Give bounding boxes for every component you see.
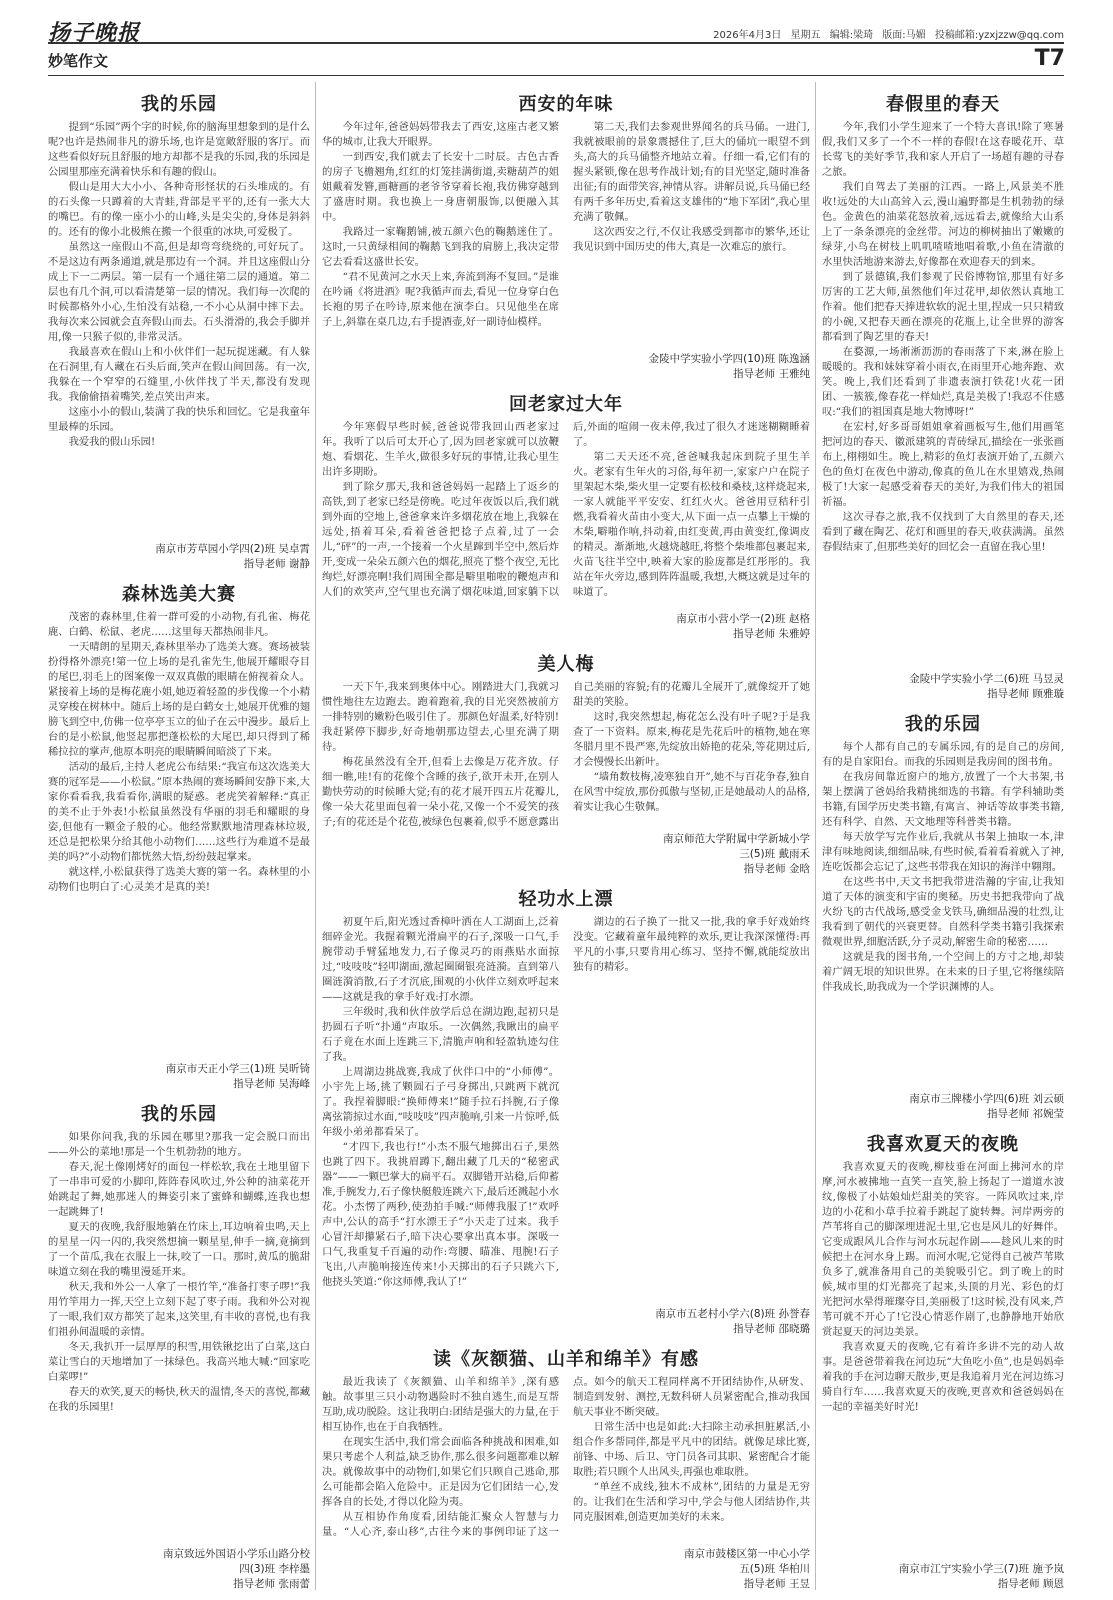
article-author-line: 金陵中学实验小学四(10)班 陈逸涵 xyxy=(648,353,810,365)
article-xian-new-year xyxy=(322,84,810,384)
issue-date: 2026年4月3日 xyxy=(713,30,782,41)
masthead xyxy=(48,14,1064,44)
article-author-line: 五(5)班 华柏川 xyxy=(739,1563,810,1575)
article-paragraph: 我喜欢夏天的夜晚,柳枝垂在河面上拂河水的岸摩,河水被拂地一直笑一直笑,脸上扬起了一道道水波纹,像极了小姑娘灿烂甜美的笑容。一阵风吹过来,岸边的小花和小草手拉着手跳起了旋转舞。河岸两旁的芦苇将自己的脚深埋进泥土里,它也是风儿的好舞伴。它变成跟风儿合作与河水玩起作剧——趁风儿来的时候把土在河水身上踢。而河水呢,它觉得自己被芦苇欺负多了,就准备用自己的美貌吸引它。到了晚上的时候,城市里的灯光都亮了起来,头顶的月光、彩色的灯光把河水晕得璀璨夺目,美丽极了!这时候,没有风来,芦苇可就不开心了!它没心情恶作剧了,也静静地开始欣赏起夏天的河边美景。 xyxy=(822,1161,1064,1338)
article-paragraph: 冬天,我扒开一层厚厚的积雪,用铁锹挖出了白菜,这白菜让雪白的天地增加了一抹绿色。我高兴地大喊:“回家吃白菜啰!” xyxy=(48,1341,310,1383)
article-author-line: 南京市三牌楼小学四(6)班 刘云硕 xyxy=(909,1093,1064,1105)
article-author-line: 南京市天正小学三(1)班 吴昕锜 xyxy=(165,1063,310,1075)
article-title: 森林选美大赛 xyxy=(122,584,236,605)
left-column xyxy=(48,84,310,1594)
article-body xyxy=(322,915,810,1307)
article-paragraph: 每天放学写完作业后,我就从书架上抽取一本,津津有味地阅读,细细品味,有些时候,看着看着就入了神,连吃饭都会忘记了,这些书带我在知识的海洋中翱翔。 xyxy=(822,831,1064,873)
header-rule xyxy=(48,75,1064,76)
article-paragraph: 这时,我突然想起,梅花怎么没有叶子呢?于是我查了一下资料。原来,梅花是先花后叶的植物,她在寒冬腊月里不畏严寒,先绽放出娇艳的花朵,等花期过后,才会慢慢长出新叶。 xyxy=(573,711,810,768)
article-title: 我的乐园 xyxy=(141,1104,217,1125)
layout-editor: 版面:马媚 xyxy=(882,30,926,41)
article-paragraph: 这座小小的假山,装满了我的快乐和回忆。它是我童年里最棒的乐园。 xyxy=(48,406,310,433)
article-hometown-new-year xyxy=(322,384,810,644)
section-title: 妙笔作文 xyxy=(48,52,109,70)
article-paragraph: 提到“乐园”两个字的时候,你的脑海里想象到的是什么呢?也许是热闹非凡的游乐场,也许是宽敞舒服的客厅。而这些看似好玩且舒服的地方却都不是我的乐园,我的乐园是公园里那座充满着快乐和有趣的假山。 xyxy=(48,121,310,178)
article-author-line: 指导老师 谢静 xyxy=(243,558,310,570)
article-paragraph: 我爱我的假山乐园! xyxy=(68,436,156,448)
article-title: 读《灰额猫、山羊和绵羊》有感 xyxy=(433,1349,699,1370)
article-paragraph: 在现实生活中,我们常会面临各种挑战和困难,如果只考虑个人利益,缺乏协作,那么很多问题都难以解决。就像故事中的动物们,如果它们只顾自己逃命,那么可能都会陷入危险中。正是因为它们团结一心,发挥各自的长处,才得以化险为夷。 xyxy=(322,1436,559,1508)
article-author-line: 指导老师 顾恩 xyxy=(997,1578,1064,1590)
article-paragraph: 春天的欢笑,夏天的畅快,秋天的温情,冬天的喜悦,都藏在我的乐园里! xyxy=(48,1386,310,1413)
article-paragraph: 第二天天还不亮,爸爸喊我起床到院子里生羊火。老家有生年火的习俗,每年初一,家家户户在院子里架起木柴,柴火里一定要有松枝和桑枝,这样烧起来,一家人就能平平安安、红红火火。爸爸用豆秸秆引燃,我看着火苗由小变大,从下面一点一点攀上干燥的木柴,噼啪作响,抖动着,由红变黄,再由黄变红,像调皮的精灵。渐渐地,火越烧越旺,将整个柴堆都包裹起来,火苗飞往半空中,映着大家的脸庞都是红彤彤的。我站在年火旁边,感到阵阵温暖,我想,大概这就是过年的味道了。 xyxy=(573,451,810,598)
article-body xyxy=(322,120,810,352)
page-number: T7 xyxy=(1034,46,1065,71)
article-paragraph: 到了除夕那天,我和爸爸妈妈一起踏上了返乡的高铁,到了老家已经是傍晚。吃过年夜饭以后,我们就到外面的空地上,爸爸拿来许多烟花放在地上,我躲在远处,捂着耳朵,看着爸爸把捻子点着,过了一会儿,“砰”的一声,一个接着一个火星蹿到半空中,然后炸开,变成一朵朵五颜六色的烟花,照亮了整个夜空,无比绚烂,好漂亮啊!我们周围全都是噼里啪啦的鞭炮声和人们的欢笑声,空气里也充满了烟花味道,回家躺下以后,外面的喧闹一夜未停,我过了很久才迷迷糊糊睡着了。 xyxy=(322,421,810,598)
article-author-line: 指导老师 金晗 xyxy=(743,863,810,875)
article-summer-night xyxy=(822,1124,1064,1594)
article-author-line: 指导老师 顾雅璇 xyxy=(987,688,1064,700)
article-author-line: 南京致远外国语小学乐山路分校 xyxy=(163,1548,310,1560)
article-paragraph: 一到西安,我们就去了长安十二时辰。古色古香的房子飞檐翘角,红红的灯笼挂满街道,卖糖葫芦的姐姐戴着发簪,画糖画的老爷爷穿着长袍,我仿佛穿越到了盛唐时期。我也换上一身唐朝服饰,以便融入其中。 xyxy=(322,151,559,223)
article-paragraph: 湖边的石子换了一批又一批,我的拿手好戏始终没变。它藏着童年最纯粹的欢乐,更让我深深懂得:再平凡的小事,只要肯用心练习、坚持不懈,就能绽放出独有的精彩。 xyxy=(573,916,810,973)
article-body xyxy=(48,610,310,1062)
article-author-line: 指导老师 王昱 xyxy=(743,1578,810,1590)
article-paragraph: 第二天,我们去参观世界闻名的兵马俑。一进门,我就被眼前的景象震撼住了,巨大的俑坑一眼望不到头,高大的兵马俑整齐地站立着。仔细一看,它们有的握头紧锁,像在思考作战计划;有的目光坚定,随时准备出征;有的面带笑容,神情从容。讲解员说,兵马俑已经有两千多年历史,看着这支雄伟的“地下军团”,我心里充满了敬佩。 xyxy=(573,121,810,223)
article-body xyxy=(822,120,1064,672)
article-paragraph: 今年寒假早些时候,爸爸说带我回山西老家过年。我听了以后可太开心了,因为回老家就可以放鞭炮、看烟花、生羊火,做很多好玩的事情,让我心里生出许多期盼。 xyxy=(322,421,559,478)
article-paragraph: 活动的最后,主持人老虎公布结果:“我宣布这次选美大赛的冠军是——小松鼠。”原本热闹的赛场瞬间安静下来,大家你看看我,我看看你,满眼的疑惑。老虎笑着解释:“真正的美不止于外表!小松鼠虽然没有华丽的羽毛和耀眼的身姿,但他有一颗金子般的心。他经常默默地清理森林垃圾,还总是把松果分给其他小动物们……这些行为难道不是最美的吗?”小动物们都恍然大悟,纷纷鼓起掌来。 xyxy=(48,761,310,863)
article-author-line: 指导老师 朱雅婷 xyxy=(733,628,810,640)
article-author-line: 南京市鼓楼区第一中心小学 xyxy=(684,1548,810,1560)
article-author-line: 金陵中学实验小学二(6)班 马昱灵 xyxy=(909,673,1064,685)
article-author-line: 指导老师 邵晓璐 xyxy=(733,1323,810,1335)
article-author-line: 指导老师 祁婉莹 xyxy=(987,1108,1064,1120)
article-my-paradise-1 xyxy=(48,84,310,574)
article-stone-skipping xyxy=(322,879,810,1339)
article-paragraph: “单丝不成线,独木不成林”,团结的力量是无穷的。让我们在生活和学习中,学会与他人团结协作,共同克服困难,创造更加美好的未来。 xyxy=(573,1481,810,1523)
article-body xyxy=(822,740,1064,1092)
article-title: 轻功水上漂 xyxy=(518,889,614,910)
article-paragraph: 我喜欢夏天的夜晚,它有着许多讲不完的动人故事。是爸爸带着我在河边玩“大鱼吃小鱼”,也是妈妈牵着我的手在河边聊天散步,更是我追着月光在河边练习骑自行车……我喜欢夏天的夜晚,更喜欢和爸爸妈妈在一起的幸福美好时光! xyxy=(822,1341,1064,1413)
header-info xyxy=(707,26,1064,41)
article-title: 我的乐园 xyxy=(141,94,217,115)
newspaper-logo: 扬子晚报 xyxy=(48,20,141,46)
article-body xyxy=(822,1160,1064,1562)
article-title: 我喜欢夏天的夜晚 xyxy=(867,1134,1019,1155)
article-paragraph: 一天晴朗的星期天,森林里举办了选美大赛。赛场被装扮得格外漂亮!第一位上场的是孔雀先生,他展开耀眼夺目的尾巴,羽毛上的图案像一双双真傲的眼睛在俯视着众人。紧接着上场的是梅花鹿小姐,她迈着轻盈的步伐像一个小精灵穿梭在树林中。随后上场的是白鹤女士,她展开优雅的翅膀飞到空中,仿佛一位亭亭玉立的仙子在云中漫步。最后上台的是小松鼠,他竖起那把蓬松松的大尾巴,却只得到了稀稀拉拉的掌声,他原本明亮的眼睛瞬间暗淡了下来。 xyxy=(48,641,310,758)
article-author-line: 南京市江宁实验小学三(7)班 施予岚 xyxy=(898,1563,1064,1575)
article-paragraph: “君不见黄河之水天上来,奔流到海不复回。”是谁在吟诵《将进酒》呢?我循声而去,看见一位身穿白色长袍的男子在吟诗,原来他在演李白。只见他坐在席子上,斜靠在桌几边,右手提酒壶,好一副诗仙模样。 xyxy=(322,271,559,328)
article-title: 春假里的春天 xyxy=(886,94,1000,115)
article-paragraph: 在婺源,一场淅淅沥沥的春雨落了下来,淋在脸上暖暖的。我和妹妹穿着小雨衣,在雨里开心地奔跑、欢笑。晚上,我们还看到了非遗表演打铁花!火花一团团、一簇簇,像春花一样灿烂,真是美极了!我忍不住感叹:“我们的祖国真是地大物博呀!” xyxy=(822,346,1064,418)
article-body xyxy=(322,680,810,832)
article-paragraph: 最近我读了《灰额猫、山羊和绵羊》,深有感触。故事里三只小动物遇险时不独自逃生,而是互帮互助,成功脱险。这让我明白:团结是强大的力量,在于相互协作,也在于自我牺牲。 xyxy=(322,1376,559,1433)
article-reading-reflection xyxy=(322,1339,810,1594)
editor: 编辑:梁琦 xyxy=(829,30,874,41)
article-paragraph: 茂密的森林里,住着一群可爱的小动物,有孔雀、梅花鹿、白鹤、松鼠、老虎……这里每天都热闹非凡。 xyxy=(48,611,310,638)
article-paragraph: 从互相协作角度看,团结能汇聚众人智慧与力量。“人心齐,泰山移”,古往今来的事例印证了这一点。如今的航天工程同样离不开团结协作,从研发、制造到发射、测控,无数科研人员紧密配合,推动我国航天事业不断突破。 xyxy=(322,1376,810,1538)
article-paragraph: 这次西安之行,不仅让我感受到都市的繁华,还让我见识到中国历史的伟大,真是一次难忘的旅行。 xyxy=(573,226,810,253)
article-author-line: 四(3)班 李梓墨 xyxy=(239,1563,310,1575)
article-title: 西安的年味 xyxy=(518,94,614,115)
article-beauty-plum xyxy=(322,644,810,879)
article-paragraph: 秋天,我和外公一人拿了一根竹竿,“准备打枣子啰!”我用竹竿用力一挥,天空上立刻下起了枣子雨。我和外公对视了一眼,我们双方都笑了起来,这笑里,有丰收的喜悦,也有我们祖孙间温暖的亲情。 xyxy=(48,1281,310,1338)
article-paragraph: 每个人都有自己的专属乐园,有的是自己的房间,有的是自家阳台。而我的乐园则是我房间的图书角。 xyxy=(822,741,1064,768)
article-my-paradise-3 xyxy=(822,704,1064,1124)
article-paragraph: 在我房间靠近窗户的地方,放置了一个大书架,书架上摆满了爸妈给我精挑细选的书籍。有学科辅助类书籍,有国学历史类书籍,有寓言、神话等故事类书籍,还有科学、自然、天文地理等科普类书籍。 xyxy=(822,771,1064,828)
article-paragraph: 春天,泥土像刚烤好的面包一样松软,我在土地里留下了一串串可爱的小脚印,阵阵春风吹过,外公种的油菜花开始跳起了舞,她那迷人的舞姿引来了蜜蜂和蝴蝶,连我也想一起跳舞了! xyxy=(48,1161,310,1218)
article-author-line: 南京市小营小学一(2)班 赵格 xyxy=(676,613,810,625)
submit-email: 投稿邮箱:yzxjzzw@qq.com xyxy=(934,30,1064,41)
article-title: 美人梅 xyxy=(537,654,595,675)
article-paragraph: 日常生活中也是如此:大扫除主动承担脏累活,小组合作多帮同伴,都是平凡中的团结。就像足球比赛,前锋、中场、后卫、守门员各司其职、紧密配合才能取胜;若只顾个人出风头,再强也难取胜。 xyxy=(573,1421,810,1478)
article-author-line: 南京市五老村小学六(8)班 孙誉春 xyxy=(655,1308,810,1320)
article-paragraph: 我最喜欢在假山上和小伙伴们一起玩捉迷藏。有人躲在石洞里,有人藏在石头后面,笑声在假山间回荡。有一次,我躲在一个窄窄的石缝里,小伙伴找了半天,都没有发现我。我偷偷捂着嘴笑,差点笑出声来。 xyxy=(48,346,310,403)
article-paragraph: “才四下,我也行!”小杰不服气地掷出石子,果然也跳了四下。我挑眉蹲下,翻出藏了几天的“秘密武器”——一颗巴掌大的扁平石。双脚错开站稳,后仰蓄准,手腕发力,石子像快艇般连跳六下,最后还溅起小水花。小杰愣了两秒,使劲拍手喊:“师傅我服了!”欢呼声中,公认的高手“打水漂王子”小天走了过来。我手心冒汗却攥紧石子,暗下决心要拿出真本事。深吸一口气,我重复千百遍的动作:弯腰、瞄准、甩腕!石子飞出,八声脆响接连传来!小天掷出的石子只跳六下,他挠头笑道:“你这师傅,我认了!” xyxy=(322,1141,559,1288)
article-paragraph: 假山是用大大小小、各种奇形怪状的石头堆成的。有的石头像一只蹲着的大青蛙,背部是平平的,还有一张大大的嘴巴。有的像一座小小的山峰,头是尖尖的,身体是斜斜的。还有的像小北极熊在搬一个很重的冰块,可爱极了。 xyxy=(48,181,310,238)
article-paragraph: 初夏午后,阳光透过香樟叶洒在人工湖面上,泛着细碎金光。我握着颗光滑扁平的石子,深吸一口气,手腕带动手臂猛地发力,石子像灵巧的雨燕贴水面掠过,“吱吱吱”轻叩湖面,激起圈圈银亮涟漪。直到第八圈涟漪消散,石子才沉底,围观的小伙伴立刻欢呼起来——这就是我的拿手好戏:打水漂。 xyxy=(322,916,559,1003)
issue-weekday: 星期五 xyxy=(790,30,821,41)
article-author-line: 南京市芳草园小学四(2)班 吴卓霄 xyxy=(155,543,310,555)
article-paragraph: 在宏村,好多哥哥姐姐拿着画板写生,他们用画笔把河边的春天、徽派建筑的青砖绿瓦,描绘在一张张画布上,栩栩如生。晚上,精彩的鱼灯表演开始了,五颜六色的鱼灯在夜色中游动,像真的鱼儿在水里嬉戏,热闹极了!大家一起感受着春天的美好,为我们伟大的祖国祈福。 xyxy=(822,421,1064,508)
article-paragraph: 如果你问我,我的乐园在哪里?那我一定会脱口而出——外公的菜地!那是一个生机勃勃的地方。 xyxy=(48,1131,310,1158)
article-spring-break xyxy=(822,84,1064,704)
article-paragraph: 上周湖边挑战赛,我成了伙伴口中的“小师傅”。小宇先上场,挑了颗圆石子弓身掷出,只跳两下就沉了。我捏着脚眼:“换师傅来!”随手拉石抖腕,石子像离弦箭掠过水面,“吱吱吱”四声脆响,引来一片惊呼,低年级小弟弟都看呆了。 xyxy=(322,1066,559,1138)
article-my-paradise-2 xyxy=(48,1094,310,1594)
article-title: 回老家过大年 xyxy=(509,394,623,415)
article-body xyxy=(322,420,810,612)
column-divider xyxy=(815,82,816,1590)
article-author-line: 指导老师 王雅纯 xyxy=(733,368,810,380)
article-paragraph: 三年级时,我和伙伴放学后总在湖边跑,起初只是扔圆石子听“扑通”声取乐。一次偶然,我瞅出的扁平石子竟在水面上连跳三下,清脆声响和轻盈轨迹勾住了我。 xyxy=(322,1006,559,1063)
article-author-line: 南京师范大学附属中学新城小学 xyxy=(663,833,810,845)
article-paragraph: 虽然这一座假山不高,但是却弯弯绕绕的,可好玩了。不是这边有两条通道,就是那边有一个洞。并且这座假山分成上下一二两层。第一层有一个通往第二层的通道。第二层也有几个洞,可以看清楚第一层的情况。我们每一次爬的时候都格外小心,生怕没有站稳,一不小心从洞中摔下去。我每次来公园就会直奔假山而去。石头滑滑的,我会手脚并用,像一只猴子似的,非常灵活。 xyxy=(48,241,310,343)
article-paragraph: 夏天的夜晚,我舒服地躺在竹床上,耳边响着虫鸣,天上的星星一闪一闪的,我突然想摘一颗星星,伸手一摘,竟摘到了一个苗瓜,我在衣服上一抹,咬了一口。那时,黄瓜的脆甜味道立刻在我的嘴里漫延开来。 xyxy=(48,1221,310,1278)
article-title: 我的乐园 xyxy=(905,714,981,735)
article-paragraph: 一天下午,我来到奥体中心。刚踏进大门,我就习惯性地往左边跑去。跑着跑着,我的目光突然被前方一排特别的嫩粉色吸引住了。那颜色好温柔,好特别!我赶紧停下脚步,好奇地朝那边望去,心里充满了期待。 xyxy=(322,681,559,753)
middle-column xyxy=(322,84,810,1594)
article-paragraph: 到了景德镇,我们参观了民俗博物馆,那里有好多厉害的工艺大师,虽然他们年过花甲,却依然认真地工作着。他们把春天捧进软软的泥土里,捏成一只只精致的小碗,又把春天画在漂亮的花瓶上,让全世界的游客都看到了陶艺里的春天! xyxy=(822,271,1064,343)
article-paragraph: 这就是我的图书角,一个空间上的方寸之地,却装着广阔无垠的知识世界。在未来的日子里,它将继续陪伴我成长,助我成为一个学识渊博的人。 xyxy=(822,951,1064,993)
article-body xyxy=(48,1130,310,1547)
article-paragraph: “墙角数枝梅,凌寒独自开”,她不与百花争春,独自在风雪中绽放,那份孤傲与坚韧,正是她最动人的品格,着实让我心生敬佩。 xyxy=(573,771,810,813)
article-paragraph: 今年过年,爸爸妈妈带我去了西安,这座古老又繁华的城市,让我大开眼界。 xyxy=(322,121,559,148)
article-paragraph: 我们自驾去了美丽的江西。一路上,风景美不胜收!远处的大山高耸入云,漫山遍野都是生机勃勃的绿色。金黄色的油菜花怒放着,远远看去,就像给大山系上了一条条漂亮的金丝带。河边的柳树抽出了嫩嫩的绿芽,小鸟在树枝上叽叽喳喳地唱着歌,小鱼在清澈的水里快活地游来游去,好像都在欢迎春天的到来。 xyxy=(822,181,1064,268)
column-divider xyxy=(315,82,316,1590)
article-paragraph: 今年,我们小学生迎来了一个特大喜讯!除了寒暑假,我们又多了一个不一样的春假!在这春暖花开、草长莺飞的美好季节,我和家人开启了一场超有趣的寻春之旅。 xyxy=(822,121,1064,178)
article-body xyxy=(48,120,310,542)
article-author-line: 三(5)班 戴雨禾 xyxy=(739,848,810,860)
right-column xyxy=(822,84,1064,1594)
article-body xyxy=(322,1375,810,1547)
article-author-line: 指导老师 张雨蕾 xyxy=(233,1578,310,1590)
article-paragraph: 我路过一家鞠鹅铺,被五颜六色的鞠鹅迷住了。这时,一只黄绿相间的鞠鹅飞到我的肩膀上,我决定带它去看看这盛世长安。 xyxy=(322,226,559,268)
article-paragraph: 就这样,小松鼠获得了选美大赛的第一名。森林里的小动物们也明白了:心灵美才是真的美! xyxy=(48,866,310,893)
article-forest-beauty-contest xyxy=(48,574,310,1094)
article-paragraph: 梅花虽然没有全开,但看上去像是万花齐放。仔细一瞧,哇!有的花像个含睡的孩子,欲开未开,在别人勤快劳动的时候睡大觉;有的花才展开四五片花瓣儿,像一朵大花里面包着一朵小花,又像一个不爱笑的孩子;有的花还是个花苞,被绿色包裹着,似乎不愿意露出自己美丽的容貌;有的花瓣儿全展开了,就像绽开了她甜美的笑脸。 xyxy=(322,681,810,828)
article-paragraph: 在这些书中,天文书把我带进浩瀚的宇宙,让我知道了天体的演变和宇宙的奥秘。历史书把我带向了战火纷飞的古代战场,感受金戈铁马,确细品漫的壮烈,让我看到了朝代的兴衰更替。自然科学类书籍引我探索微观世界,细胞活跃,分子灵动,解密生命的秘密…… xyxy=(822,876,1064,948)
article-author-line: 指导老师 吴海峰 xyxy=(233,1078,310,1090)
article-paragraph: 这次寻春之旅,我不仅找到了大自然里的春天,还看到了藏在陶艺、花灯和画里的春天,收获满满。虽然春假结束了,但那些美好的回忆会一直留在我心里! xyxy=(822,511,1064,553)
